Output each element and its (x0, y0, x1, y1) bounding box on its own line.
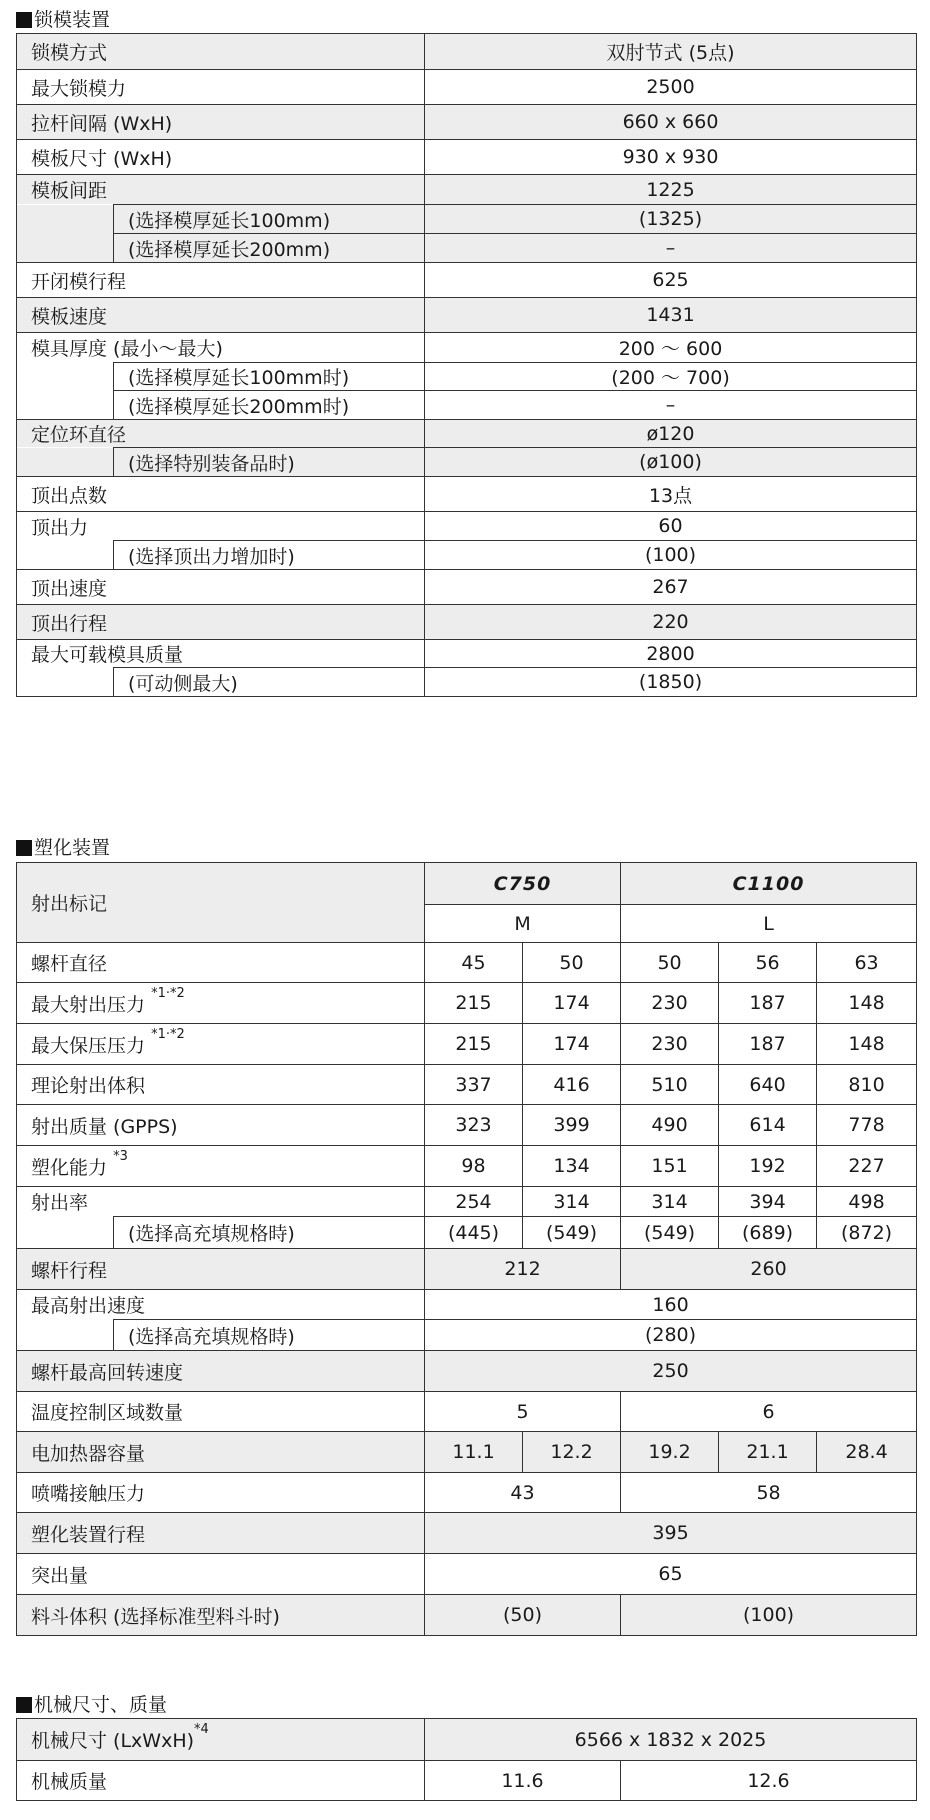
cell: 6566 x 1832 x 2025 (425, 1719, 917, 1761)
cell: (280) (425, 1320, 917, 1351)
injection-table (16, 862, 917, 1636)
row-sublabel: (选择特别装备品时) (114, 448, 425, 477)
cell: 6 (621, 1392, 917, 1432)
cell: 63 (817, 943, 917, 983)
cell: 134 (523, 1146, 621, 1187)
row-label: 顶出力 (17, 512, 425, 541)
machine-table (16, 1718, 917, 1801)
row-value: 1225 (425, 175, 917, 205)
section-title-clamping: 锁模装置 (16, 8, 110, 32)
row-label: 温度控制区域数量 (17, 1392, 425, 1432)
cell: 65 (425, 1554, 917, 1595)
row-label: 射出率 (17, 1187, 425, 1217)
row-value: 930 x 930 (425, 140, 917, 175)
size-m: M (425, 905, 621, 943)
cell: 314 (523, 1187, 621, 1217)
cell: 490 (621, 1105, 719, 1146)
row-label: 突出量 (17, 1554, 425, 1595)
cell: 187 (719, 1024, 817, 1065)
row-value: 220 (425, 605, 917, 640)
row-sublabel: (选择模厚延长100mm) (114, 205, 425, 234)
cell: 28.4 (817, 1432, 917, 1473)
row-label: 模板速度 (17, 298, 425, 333)
row-sublabel: (选择模厚延长200mm时) (114, 391, 425, 420)
row-value: ø120 (425, 420, 917, 448)
row-value: (ø100) (425, 448, 917, 477)
row-label: 电加热器容量 (17, 1432, 425, 1473)
cell: 148 (817, 1024, 917, 1065)
cell: 187 (719, 983, 817, 1024)
cell: (445) (425, 1217, 523, 1249)
row-label: 顶出行程 (17, 605, 425, 640)
footnote-mark: *1·*2 (151, 985, 185, 1001)
footnote-mark: *4 (194, 1722, 209, 1737)
cell: 230 (621, 983, 719, 1024)
row-label: 顶出点数 (17, 477, 425, 512)
cell: 416 (523, 1065, 621, 1105)
row-label: 料斗体积 (选择标准型料斗时) (17, 1595, 425, 1636)
cell: 254 (425, 1187, 523, 1217)
row-value: (100) (425, 541, 917, 570)
row-value: 267 (425, 570, 917, 605)
row-label: 塑化能力 $^{*3}$ (17, 1146, 425, 1187)
row-value: 2500 (425, 70, 917, 105)
cell: 151 (621, 1146, 719, 1187)
row-label: 机械尺寸 (LxWxH)$^{*4}$ (17, 1719, 425, 1761)
cell: 174 (523, 1024, 621, 1065)
row-label: 理论射出体积 (17, 1065, 425, 1105)
cell: 160 (425, 1290, 917, 1320)
row-label: 顶出速度 (17, 570, 425, 605)
footnote-mark: *3 (113, 1148, 128, 1164)
row-label: 模板尺寸 (WxH) (17, 140, 425, 175)
row-label: 开闭模行程 (17, 263, 425, 298)
injection-designation-label: 射出标记 (17, 863, 425, 943)
cell: 50 (523, 943, 621, 983)
row-label: 定位环直径 (17, 420, 425, 448)
row-value: 1431 (425, 298, 917, 333)
cell: 58 (621, 1473, 917, 1513)
cell: 11.6 (425, 1761, 621, 1801)
square-bullet-icon (16, 840, 32, 856)
cell: 45 (425, 943, 523, 983)
square-bullet-icon (16, 12, 32, 28)
cell: 19.2 (621, 1432, 719, 1473)
row-label: 模板间距 (17, 175, 425, 205)
row-value: (200 ～ 700) (425, 363, 917, 391)
cell: 778 (817, 1105, 917, 1146)
cell: 43 (425, 1473, 621, 1513)
row-label: 模具厚度 (最小～最大) (17, 333, 425, 363)
row-value: 200 ～ 600 (425, 333, 917, 363)
cell: 260 (621, 1249, 917, 1290)
cell: (689) (719, 1217, 817, 1249)
cell: 227 (817, 1146, 917, 1187)
cell: 174 (523, 983, 621, 1024)
cell: (549) (523, 1217, 621, 1249)
cell: (872) (817, 1217, 917, 1249)
row-value: – (425, 234, 917, 263)
cell: 50 (621, 943, 719, 983)
cell: 314 (621, 1187, 719, 1217)
cell: 399 (523, 1105, 621, 1146)
row-label: 最大射出压力 $^{*1\cdot*2}$ (17, 983, 425, 1024)
cell: 11.1 (425, 1432, 523, 1473)
cell: 323 (425, 1105, 523, 1146)
cell: 230 (621, 1024, 719, 1065)
cell: 192 (719, 1146, 817, 1187)
row-sublabel: (选择模厚延长200mm) (114, 234, 425, 263)
row-value: 双肘节式 (5点) (425, 34, 917, 70)
cell: 510 (621, 1065, 719, 1105)
row-label: 螺杆行程 (17, 1249, 425, 1290)
section-title-machine: 机械尺寸、质量 (16, 1693, 167, 1717)
cell: (549) (621, 1217, 719, 1249)
row-label: 螺杆最高回转速度 (17, 1351, 425, 1392)
row-label: 塑化装置行程 (17, 1513, 425, 1554)
cell: 640 (719, 1065, 817, 1105)
row-label: 射出质量 (GPPS) (17, 1105, 425, 1146)
square-bullet-icon (16, 1697, 32, 1713)
row-label: 螺杆直径 (17, 943, 425, 983)
row-value: 660 x 660 (425, 105, 917, 140)
size-l: L (621, 905, 917, 943)
row-label: 最大保压压力 $^{*1\cdot*2}$ (17, 1024, 425, 1065)
row-label: 喷嘴接触压力 (17, 1473, 425, 1513)
row-value: 625 (425, 263, 917, 298)
row-value: 13点 (425, 477, 917, 512)
cell: 250 (425, 1351, 917, 1392)
row-sublabel: (选择顶出力增加时) (114, 541, 425, 570)
row-label: 最大可载模具质量 (17, 640, 425, 668)
row-value: (1850) (425, 668, 917, 697)
row-value: 60 (425, 512, 917, 541)
row-sublabel: (选择高充填规格時) (114, 1320, 425, 1351)
cell: 21.1 (719, 1432, 817, 1473)
cell: (100) (621, 1595, 917, 1636)
model-c750: C750 (425, 863, 621, 905)
model-c1100: C1100 (621, 863, 917, 905)
row-label: 最大锁模力 (17, 70, 425, 105)
row-sublabel: (可动侧最大) (114, 668, 425, 697)
cell: 498 (817, 1187, 917, 1217)
cell: 395 (425, 1513, 917, 1554)
row-sublabel: (选择模厚延长100mm时) (114, 363, 425, 391)
cell: 212 (425, 1249, 621, 1290)
cell: 56 (719, 943, 817, 983)
cell: 98 (425, 1146, 523, 1187)
row-value: – (425, 391, 917, 420)
cell: 215 (425, 983, 523, 1024)
section-title-injection: 塑化装置 (16, 836, 110, 860)
cell: 810 (817, 1065, 917, 1105)
cell: 337 (425, 1065, 523, 1105)
row-value: (1325) (425, 205, 917, 234)
row-value: 2800 (425, 640, 917, 668)
clamping-table (16, 33, 917, 697)
cell: 5 (425, 1392, 621, 1432)
cell: 12.2 (523, 1432, 621, 1473)
row-label: 拉杆间隔 (WxH) (17, 105, 425, 140)
cell: 394 (719, 1187, 817, 1217)
cell: 215 (425, 1024, 523, 1065)
cell: 12.6 (621, 1761, 917, 1801)
row-label: 最高射出速度 (17, 1290, 425, 1320)
cell: 148 (817, 983, 917, 1024)
row-label: 机械质量 (17, 1761, 425, 1801)
cell: 614 (719, 1105, 817, 1146)
row-sublabel: (选择高充填规格時) (114, 1217, 425, 1249)
footnote-mark: *1·*2 (151, 1026, 185, 1042)
row-label: 锁模方式 (17, 34, 425, 70)
cell: (50) (425, 1595, 621, 1636)
